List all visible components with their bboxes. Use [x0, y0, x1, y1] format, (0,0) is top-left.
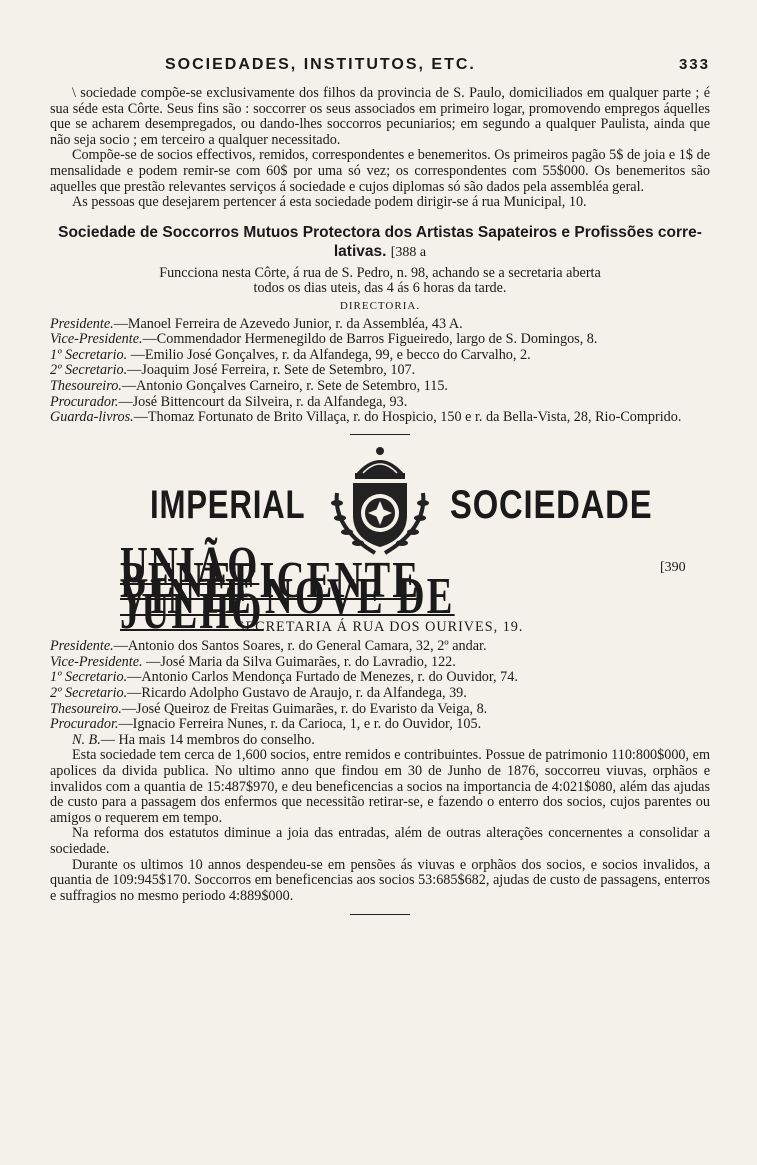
officer-line: [50, 395, 710, 411]
officer-role: Presidente.: [50, 638, 114, 655]
sapateiros-info-line2: todos os dias uteis, das 4 ás 6 horas da tarde.: [253, 280, 507, 297]
imperial-society-name: UNIÃO BENEFICENTE VINTE NOVE DE JULHO: [120, 536, 455, 641]
end-divider: [350, 914, 410, 915]
officer-text: —Manoel Ferreira de Azevedo Junior, r. da Assembléa, 43 A.: [113, 315, 463, 332]
officer-text: —José Queiroz de Freitas Guimarães, r. do Evaristo da Veiga, 8.: [121, 700, 488, 717]
officer-text: —Joaquim José Ferreira, r. Sete de Setembro, 107.: [127, 362, 416, 379]
sapateiros-officers: [50, 317, 710, 426]
sapateiros-title-line2: lativas.: [333, 242, 387, 260]
officer-role: Vice-Presidente.: [50, 331, 143, 348]
imperial-crest-icon: [325, 443, 435, 558]
officer-line: [50, 379, 710, 395]
section-divider: [350, 434, 410, 435]
intro-paragraph-1: \ sociedade compõe-se exclusivamente dos filhos da provincia de S. Paulo, domiciliados em qualquer parte ; é sua séde esta Côrte. Seus fins são : soccorrer os seus associados em primeiro logar, promovendo empregos áquelles que se acharem desempregados, ou dando-lhes soccorros pecuniarios; em segundo a qualquer Paulista, ainda que não seja socio ; em terceiro a qualquer necessitado.: [50, 85, 710, 148]
sapateiros-title: [50, 223, 710, 262]
officer-line: [50, 639, 710, 655]
officer-role: Thesoureiro.: [50, 377, 122, 394]
officer-line: [50, 363, 710, 379]
officer-text: —Commendador Hermenegildo de Barros Figueiredo, largo de S. Domingos, 8.: [142, 331, 598, 348]
officer-role: 2º Secretario.: [50, 362, 128, 379]
officer-role: Thesoureiro.: [50, 700, 122, 717]
officer-text: —Antonio Carlos Mendonça Furtado de Menezes, r. do Ouvidor, 74.: [127, 669, 518, 686]
officer-role: 1º Secretario.: [50, 669, 128, 686]
officer-role: Presidente.: [50, 315, 114, 332]
officer-line: [50, 332, 710, 348]
officer-role: Procurador.: [50, 393, 119, 410]
running-header: [50, 56, 710, 80]
officer-line: [50, 410, 710, 426]
officer-role: Guarda-livros.: [50, 409, 134, 426]
sapateiros-title-line2-wrap: [50, 242, 710, 262]
officer-role: Vice-Presidente.: [50, 653, 143, 670]
imperial-word: IMPERIAL: [150, 482, 306, 527]
imperial-officers: [50, 639, 710, 733]
imperial-ref: [390: [660, 559, 686, 575]
imperial-address: SECRETARIA Á RUA DOS OURIVES, 19.: [236, 618, 524, 635]
sociedade-word: SOCIEDADE: [450, 482, 653, 527]
officer-text: —José Maria da Silva Guimarães, r. do Lavradio, 122.: [142, 653, 456, 670]
page-number: 333: [678, 56, 710, 73]
officer-line: [50, 686, 710, 702]
header-title: SOCIEDADES, INSTITUTOS, ETC.: [165, 56, 476, 73]
officer-line: [50, 702, 710, 718]
sapateiros-ref: [388 a: [390, 244, 427, 260]
intro-paragraph-2: Compõe-se de socios effectivos, remidos, correspondentes e benemeritos. Os primeiros pagão 5$ de joia e 1$ de mensalidade e podem remir-se com 60$ por uma só vez; os correspondentes com 55$000. Os benemeritos são aquelles que prestão relevantes serviços á sociedade e cujos diplomas só são dados pela assembléa geral.: [50, 147, 710, 195]
officer-text: —Ignacio Ferreira Nunes, r. da Carioca, 1, e r. do Ouvidor, 105.: [118, 716, 482, 733]
officer-line: [50, 717, 710, 733]
officer-text: —José Bittencourt da Silveira, r. da Alfandega, 93.: [118, 393, 408, 410]
page-body: [50, 86, 710, 915]
officer-role: 1º Secretario.: [50, 346, 128, 363]
nb-text: — Ha mais 14 membros do conselho.: [100, 731, 315, 748]
officer-role: 2º Secretario.: [50, 685, 128, 702]
imperial-paragraph-3: Durante os ultimos 10 annos despendeu-se em pensões ás viuvas e orphãos dos socios, e socios invalidos, a quantia de 109:945$170. Soccorros em beneficencias aos socios 53:685$682, ajudas de custo de passagens, enterros e suffragios no mesmo periodo 4:889$000.: [50, 856, 710, 904]
officer-line: [50, 670, 710, 686]
intro-paragraph-3: As pessoas que desejarem pertencer á esta sociedade podem dirigir-se á rua Municipal, 10.: [72, 194, 587, 211]
imperial-paragraph-2: Na reforma dos estatutos diminue a joia das entradas, além de outras alterações concernentes a consolidar a sociedade.: [50, 825, 710, 857]
officer-role: Procurador.: [50, 716, 119, 733]
imperial-paragraph-1: Esta sociedade tem cerca de 1,600 socios, entre remidos e contribuintes. Possue de patrimonio 110:800$000, em apolices da divida publica. No ultimo anno que findou em 30 de Junho de 1876, soccorreu viuvas, orphãos e invalidos com a quantia de 15:487$970, e deu beneficencias a socios na importancia de 4:021$080, além das ajudas de custo para a passagem dos enfermos que necessitão retirar-se, e fazendo o enterro dos socios, cujos parentes ou amigos o requerem em tempo.: [50, 747, 710, 826]
officer-text: —Emilio José Gonçalves, r. da Alfandega, 99, e becco do Carvalho, 2.: [127, 346, 531, 363]
nb-note: [50, 733, 710, 749]
sapateiros-title-line1: Sociedade de Soccorros Mutuos Protectora dos Artistas Sapateiros e Profissões corre-: [58, 223, 702, 241]
nb-label: N. B.: [72, 731, 101, 748]
officer-text: —Antonio dos Santos Soares, r. do General Camara, 32, 2º andar.: [113, 638, 487, 655]
officer-line: [50, 348, 710, 364]
officer-line: [50, 317, 710, 333]
officer-line: [50, 655, 710, 671]
sapateiros-info-line1: Funcciona nesta Côrte, á rua de S. Pedro, n. 98, achando se a secretaria aberta: [159, 264, 601, 281]
board-heading: DIRECTORIA.: [339, 299, 421, 312]
officer-text: —Thomaz Fortunato de Brito Villaça, r. do Hospicio, 150 e r. da Bella-Vista, 28, Rio-Comprido.: [133, 409, 682, 426]
officer-text: —Ricardo Adolpho Gustavo de Araujo, r. da Alfandega, 39.: [127, 685, 467, 702]
officer-text: —Antonio Gonçalves Carneiro, r. Sete de Setembro, 115.: [121, 377, 448, 394]
